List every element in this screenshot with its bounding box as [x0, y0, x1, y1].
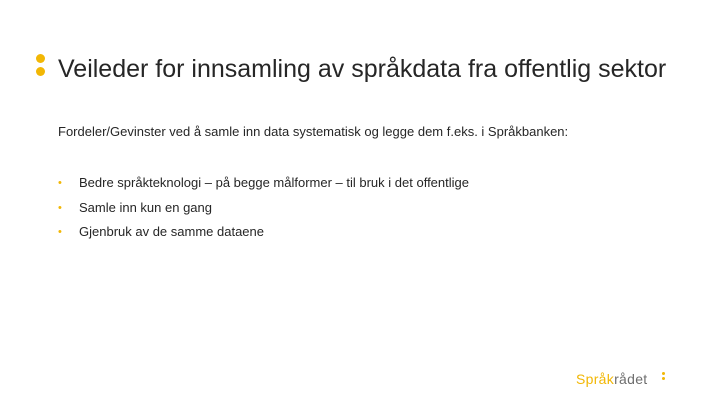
- bullet-item: [58, 196, 469, 221]
- bullet-icon: •: [58, 177, 62, 189]
- slide-title: Veileder for innsamling av språkdata fra offentlig sektor: [58, 55, 667, 83]
- sprakradet-logo: [576, 370, 648, 390]
- bullet-icon: •: [58, 226, 62, 238]
- logo-text-part1: Språk: [576, 371, 615, 387]
- bullet-text: Samle inn kun en gang: [79, 199, 212, 215]
- bullet-list: [58, 171, 469, 245]
- title-marker-icon: [36, 54, 45, 80]
- bullet-item: [58, 220, 469, 245]
- slide-subtitle: Fordeler/Gevinster ved å samle inn data systematisk og legge dem f.eks. i Språkbanken:: [58, 124, 569, 139]
- bullet-item: [58, 171, 469, 196]
- bullet-text: Gjenbruk av de samme dataene: [79, 224, 264, 239]
- bullet-icon: •: [58, 201, 62, 214]
- logo-dots-icon: [662, 372, 666, 384]
- logo-text-part2: rådet: [614, 371, 648, 387]
- bullet-text: Bedre språkteknologi – på begge målformer – til bruk i det offentlige: [79, 175, 469, 190]
